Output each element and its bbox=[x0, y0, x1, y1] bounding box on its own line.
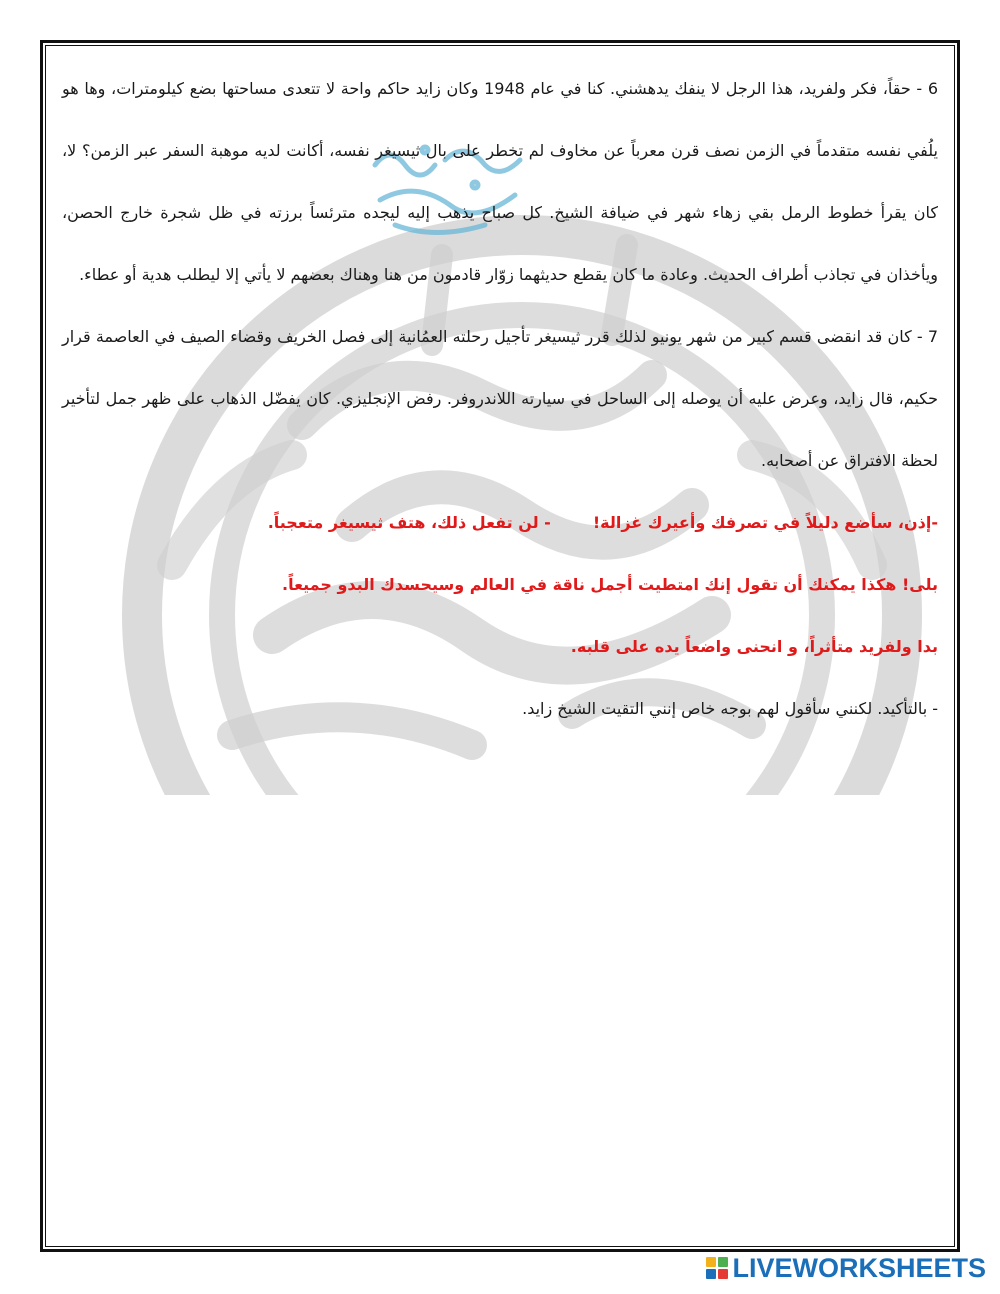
paragraph-6: 6 - حقاً، فكر ولفريد، هذا الرجل لا ينفك يدهشني. كنا في عام 1948 وكان زايد حاكم واحة لا تتعدى مساحتها بضع كيلومترات، وها هو يلُفي نفسه متقدماً في الزمن نصف قرن معرباً عن مخاوف لم تخطر على بال ثيسيغر نفسه، أكانت لديه موهبة السفر عبر الزمن؟ لا، كان يقرأ خطوط الرمل بقي زهاء شهر في ضيافة الشيخ. كل صباح يذهب إليه ليجده مترئساً برزته في ظل شجرة خارج الحصن، ويأخذان في تجاذب أطراف الحديث. وعادة ما كان يقطع حديثهما زوّار قادمون من هنا وهناك بعضهم لا يأتي إلا ليطلب هدية أو عطاء. bbox=[62, 79, 938, 284]
dialogue-line-1-part-1: -إذن، سأضع دليلاً في تصرفك وأعيرك غزالة! bbox=[592, 513, 938, 532]
logo-text: LIVEWORKSHEETS bbox=[732, 1252, 986, 1283]
document-body bbox=[62, 58, 938, 740]
dialogue-line-1-part-2: - لن تفعل ذلك، هتف ثيسيغر متعجباً. bbox=[267, 513, 551, 532]
liveworksheets-logo[interactable] bbox=[706, 1254, 986, 1282]
dialogue-line-3: بدا ولفريد متأثراً، و انحنى واضعاً يده على قلبه. bbox=[570, 637, 938, 656]
liveworksheets-logo-icon bbox=[706, 1257, 728, 1279]
closing-line: - بالتأكيد. لكنني سأقول لهم بوجه خاص إنني التقيت الشيخ زايد. bbox=[522, 699, 938, 718]
paragraph-7: 7 - كان قد انقضى قسم كبير من شهر يونيو لذلك قرر ثيسيغر تأجيل رحلته العمُانية إلى فصل الخريف وقضاء الصيف في العاصمة قرار حكيم، قال زايد، وعرض عليه أن يوصله إلى الساحل في سيارته اللاندروفر. رفض الإنجليزي. كان يفضّل الذهاب على ظهر جمل لتأخير لحظة الافتراق عن أصحابه. bbox=[62, 327, 938, 470]
dialogue-line-1 bbox=[62, 492, 938, 554]
dialogue-line-2: بلى! هكذا يمكنك أن تقول إنك امتطيت أجمل ناقة في العالم وسيحسدك البدو جميعاً. bbox=[282, 575, 938, 594]
